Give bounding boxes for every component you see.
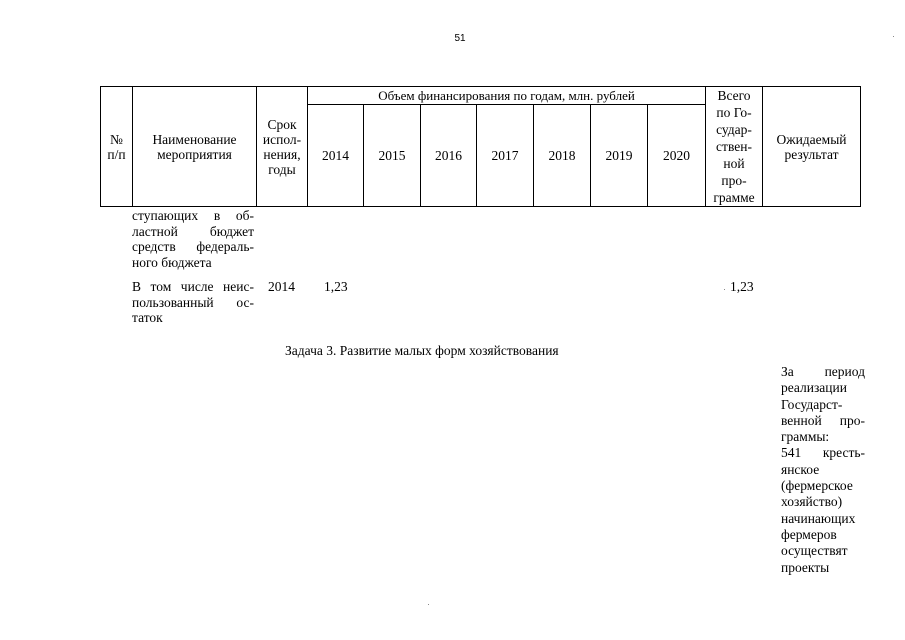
expected-result: За период реализации Государст- венной про- граммы: 541 кресть- янское (фермерское хозяйство) начинающих фермеров осуществят проекты	[781, 364, 865, 575]
header-term-col: Срок испол-нения, годы	[257, 87, 308, 207]
task-heading: Задача 3. Развитие малых форм хозяйствования	[285, 343, 559, 358]
header-result-col: Ожидаемый результат	[763, 87, 861, 207]
scan-speck	[893, 36, 894, 37]
row-name-unused-balance: В том числе неис- пользованный ос- таток	[132, 279, 254, 326]
header-year: 2019	[591, 105, 648, 207]
header-number-col: № п/п	[101, 87, 133, 207]
row-name-continued: ступающих в об- ластной бюджет средств федераль- ного бюджета	[132, 208, 254, 270]
page-number: 51	[454, 33, 466, 44]
scan-speck	[724, 289, 725, 290]
header-total-col: Всего по Го-судар-ствен-ной про-грамме	[706, 87, 763, 207]
header-year: 2014	[308, 105, 364, 207]
header-year: 2015	[364, 105, 421, 207]
program-table-header	[100, 86, 861, 207]
header-funding-col: Объем финансирования по годам, млн. рублей	[308, 87, 706, 105]
header-year: 2016	[421, 105, 477, 207]
row-term: 2014	[268, 279, 295, 294]
header-year: 2020	[648, 105, 706, 207]
header-name-col: Наименование мероприятия	[133, 87, 257, 207]
header-year: 2017	[477, 105, 534, 207]
header-year: 2018	[534, 105, 591, 207]
scan-speck	[428, 604, 429, 605]
row-value-2014: 1,23	[324, 279, 348, 294]
row-total: 1,23	[730, 279, 754, 294]
